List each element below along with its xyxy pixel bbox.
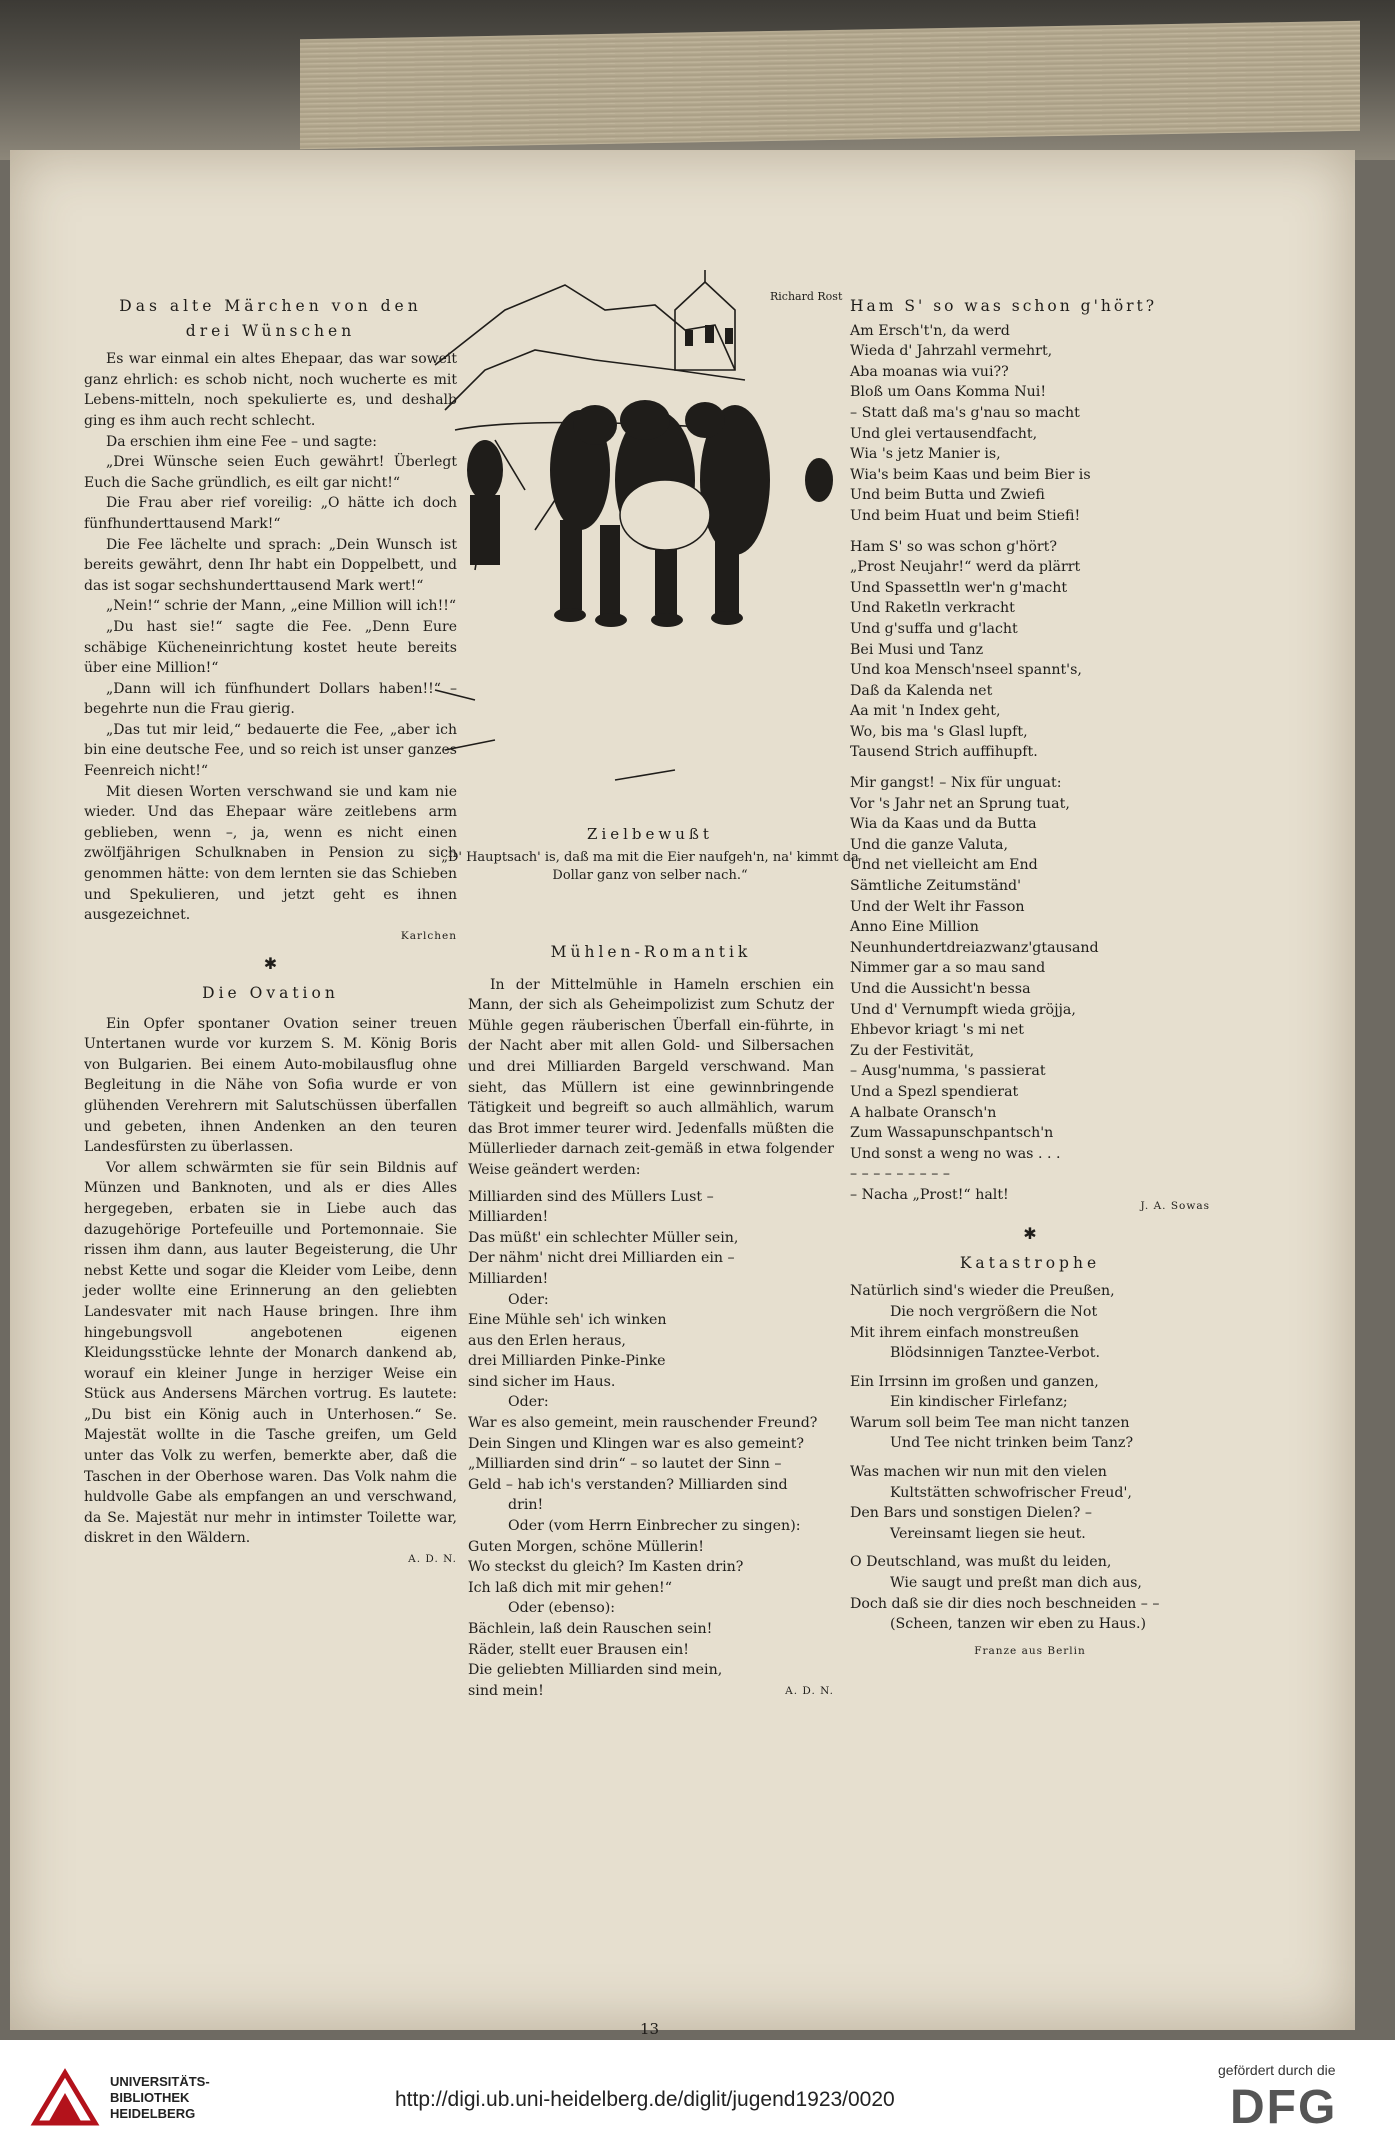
paragraph: Die Frau aber rief voreilig: „O hätte ich doch fünfhunderttausend Mark!“ xyxy=(84,495,457,532)
stanza xyxy=(850,773,1210,1205)
verse-line: Die noch vergrößern die Not xyxy=(890,1303,1098,1320)
left-column xyxy=(84,296,457,1570)
verse-line: Vor 's Jahr net an Sprung tuat, xyxy=(850,795,1070,812)
verse-line: Ehbevor kriagt 's mi net xyxy=(850,1022,1024,1039)
verse-line: Wo, bis ma 's Glasl lupft, xyxy=(850,723,1028,740)
verse-line: „Milliarden sind drin“ – so lautet der Sinn – xyxy=(468,1456,782,1473)
verse-line: Und d' Vernumpft wieda gröjja, xyxy=(850,1001,1076,1018)
verse-line: Wo steckst du gleich? Im Kasten drin? xyxy=(468,1559,744,1576)
verse-line: Geld – hab ich's verstanden? Milliarden sind xyxy=(468,1476,788,1493)
verse-line: Ham S' so was schon g'hört? xyxy=(850,538,1057,555)
verse-line: Wia da Kaas und da Butta xyxy=(850,816,1037,833)
verse-line: – Statt daß ma's g'nau so macht xyxy=(850,404,1080,421)
verse-line: Neunhundertdreiazwanz'gtausand xyxy=(850,939,1099,956)
poem-title: Ham S' so was schon g'hört? xyxy=(850,297,1158,315)
verse-line: Und der Welt ihr Fasson xyxy=(850,898,1025,915)
verse-line: – Nacha „Prost!“ halt! xyxy=(850,1186,1009,1203)
verse-line: Und sonst a weng no was . . . xyxy=(850,1145,1061,1162)
verse-line: Und Tee nicht trinken beim Tanz? xyxy=(890,1435,1134,1452)
artist-signature: Richard Rost xyxy=(770,290,843,303)
verse-line: Ich laß dich mit mir gehen!“ xyxy=(468,1579,672,1596)
verse-line: Vereinsamt liegen sie heut. xyxy=(890,1525,1086,1542)
verse-line: Oder: xyxy=(508,1291,549,1308)
verse-line: Eine Mühle seh' ich winken xyxy=(468,1312,667,1329)
verse-line: Und a Spezl spendierat xyxy=(850,1083,1019,1100)
verse-line: Wieda d' Jahrzahl vermehrt, xyxy=(850,343,1053,360)
university-seal-icon xyxy=(30,2068,100,2128)
verse-line: – – – – – – – – – xyxy=(850,1166,950,1183)
paragraph: „Drei Wünsche seien Euch gewährt! Überlegt Euch die Sache gründlich, es eilt gar nicht!“ xyxy=(84,454,457,491)
verse-line: Räder, stellt euer Brausen ein! xyxy=(468,1641,689,1658)
verse-line: Ein Irrsinn im großen und ganzen, xyxy=(850,1373,1099,1390)
story-paragraphs xyxy=(84,349,457,926)
verse-line xyxy=(850,1454,1210,1462)
stanza xyxy=(850,537,1210,764)
verse-line: Milliarden sind des Müllers Lust – xyxy=(468,1188,714,1205)
verse-line: Den Bars und sonstigen Dielen? – xyxy=(850,1505,1092,1522)
verse-line: A halbate Oransch'n xyxy=(850,1104,997,1121)
verse-line: Wie saugt und preßt man dich aus, xyxy=(890,1575,1142,1592)
verse-line: Das müßt' ein schlechter Müller sein, xyxy=(468,1229,739,1246)
verse-line: Zu der Festivität, xyxy=(850,1042,975,1059)
uni-line3: HEIDELBERG xyxy=(110,2106,196,2121)
verse-line: Natürlich sind's wieder die Preußen, xyxy=(850,1283,1115,1300)
paragraph: Ein Opfer spontaner Ovation seiner treuen Untertanen wurde vor kurzem S. M. König Boris von Bulgarien. Bei einem Auto-mobilausflug ohne Begleitung in die Nähe von Sofia wurde er von glühenden Verehrern mit Salutschüssen überfallen und gebeten, ihnen Andenken an den teuren Landesfürsten zu überlassen. xyxy=(84,1015,457,1156)
verse-line: Mir gangst! – Nix für unguat: xyxy=(850,775,1062,792)
verse-line: Warum soll beim Tee man nicht tanzen xyxy=(850,1414,1130,1431)
verse-line: Oder (vom Herrn Einbrecher zu singen): xyxy=(508,1518,801,1535)
verse-line: Daß da Kalenda net xyxy=(850,682,993,699)
paragraph: „Du hast sie!“ sagte die Fee. „Denn Eure schäbige Kücheneinrichtung kostet heute bereits über eine Million!“ xyxy=(84,618,457,677)
story-title-line2: drei Wünschen xyxy=(185,321,356,340)
ovation-paragraphs xyxy=(84,1014,457,1549)
ovation-title: Die Ovation xyxy=(202,984,339,1002)
signature-karlchen: Karlchen xyxy=(400,929,457,942)
right-column xyxy=(850,296,1210,1661)
verse-line: drin! xyxy=(508,1497,544,1514)
page-number: 13 xyxy=(640,2020,660,2038)
verse-line xyxy=(850,1544,1210,1552)
verse-line: Blödsinnigen Tanztee-Verbot. xyxy=(890,1345,1100,1362)
uni-line2: BIBLIOTHEK xyxy=(110,2090,190,2105)
verse-line: Die geliebten Milliarden sind mein, xyxy=(468,1662,723,1679)
verse-line: aus den Erlen heraus, xyxy=(468,1332,626,1349)
verse-line xyxy=(850,1364,1210,1372)
story-title-line1: Das alte Märchen von den xyxy=(119,297,422,315)
caption-text: „D' Hauptsach' is, daß ma mit die Eier naufgeh'n, na' kimmt da Dollar ganz von selber nach.“ xyxy=(441,850,859,883)
verse-line: War es also gemeint, mein rauschender Freund? xyxy=(468,1415,818,1432)
verse-line: Und die Aussicht'n bessa xyxy=(850,981,1031,997)
verse-line: „Prost Neujahr!“ werd da plärrt xyxy=(850,559,1081,576)
illustration xyxy=(415,270,880,800)
paragraph: In der Mittelmühle in Hameln erschien ein Mann, der sich als Geheimpolizist zum Schutz der Mühle gegen räuberischen Überfall ein-führte, in der Nacht aber mit allen Gold- und Silbersachen und drei Milliarden Bargeld verschwand. Man sieht, das Müllern ist eine gewinnbringende Tätigkeit und begreift so auch allmählich, warum das Brot immer teurer wird. Jedenfalls müßten die Müllerlieder darnach zeit-gemäß in etwa folgender Weise geändert werden: xyxy=(468,976,834,1178)
verse-line: Am Ersch't'n, da werd xyxy=(850,322,1010,339)
verse-line: Sämtliche Zeitumständ' xyxy=(850,878,1022,895)
illustration-caption xyxy=(440,825,860,885)
verse-line: Wia 's jetz Manier is, xyxy=(850,446,1001,463)
paragraph: Da erschien ihm eine Fee – und sagte: xyxy=(106,433,377,450)
paragraph: Mit diesen Worten verschwand sie und kam nie wieder. Und das Ehepaar wäre zeitlebens arm geblieben, wenn –, ja, wenn es nicht einen zwölfjährigen Schulknaben in Pension zu sich genommen hätte: von dem lernten sie das Schieben und Spekulieren, und jetzt geht es ihnen ausgezeichnet. xyxy=(84,783,457,924)
paragraph: „Dann will ich fünfhundert Dollars haben!!“ – begehrte nun die Frau gierig. xyxy=(84,680,457,718)
verse-line: Bächlein, laß dein Rauschen sein! xyxy=(468,1621,713,1637)
muehlen-verses xyxy=(468,1187,834,1702)
verse-line: Und Spassettln wer'n g'macht xyxy=(850,579,1068,596)
verse-line: Anno Eine Million xyxy=(850,919,979,936)
university-logo-block[interactable] xyxy=(30,2068,280,2128)
verse-line: Doch daß sie dir dies noch beschneiden – – xyxy=(850,1595,1160,1612)
verse-line: Und net vielleicht am End xyxy=(850,857,1038,874)
verse-line: Und glei vertausendfacht, xyxy=(850,425,1038,442)
paragraph: Die Fee lächelte und sprach: „Dein Wunsch ist bereits gewährt, denn Ihr habt ein Doppelbett, und das ist sogar sechshunderttausend Mark wert!“ xyxy=(84,536,457,594)
signature-adn-center: A. D. N. xyxy=(785,1685,834,1698)
muehlen-title: Mühlen-Romantik xyxy=(550,943,752,961)
verse-line: Aa mit 'n Index geht, xyxy=(850,703,1001,720)
verse-line: Bloß um Oans Komma Nui! xyxy=(850,384,1047,401)
verse-line: sind sicher im Haus. xyxy=(468,1373,616,1390)
paragraph: Es war einmal ein altes Ehepaar, das war soweit ganz ehrlich: es schob nicht, noch wucherte es mit Lebens-mitteln, noch spekulierte es, und deshalb ging es ihm auch recht schlecht. xyxy=(84,351,457,429)
dfg-logo[interactable]: DFG xyxy=(1230,2081,1338,2134)
muehlen-paragraphs xyxy=(468,975,834,1181)
verse-line: (Scheen, tanzen wir eben zu Haus.) xyxy=(890,1616,1147,1633)
verse-line: Nimmer gar a so mau sand xyxy=(850,960,1046,977)
verse-line: Zum Wassapunschpantsch'n xyxy=(850,1125,1054,1142)
caption-title: Zielbewußt xyxy=(587,825,713,843)
verse-line: Und koa Mensch'nseel spannt's, xyxy=(850,662,1082,679)
verse-line: Wia's beim Kaas und beim Bier is xyxy=(850,466,1091,483)
verse-line: Milliarden! xyxy=(468,1270,549,1287)
verse-line: Tausend Strich auffihupft. xyxy=(850,744,1038,761)
verse-line: Und beim Butta und Zwiefi xyxy=(850,487,1045,504)
poem-stanzas xyxy=(850,321,1210,1206)
verse-line: Ein kindischer Firlefanz; xyxy=(890,1394,1068,1411)
funded-by-text: gefördert durch die xyxy=(1218,2062,1336,2078)
center-column xyxy=(468,942,834,1702)
verse-line: O Deutschland, was mußt du leiden, xyxy=(850,1554,1112,1571)
separator-star-right: ✱ xyxy=(1023,1224,1037,1244)
signature-sowas: J. A. Sowas xyxy=(1140,1199,1210,1212)
verse-line: Milliarden! xyxy=(468,1209,549,1226)
verse-line: Bei Musi und Tanz xyxy=(850,641,984,658)
verse-line: drei Milliarden Pinke-Pinke xyxy=(468,1353,666,1370)
katastrophe-verses xyxy=(850,1281,1210,1635)
verse-line: Dein Singen und Klingen war es also gemeint? xyxy=(468,1435,804,1452)
page-edges xyxy=(300,21,1360,150)
verse-line: Und die ganze Valuta, xyxy=(850,836,1009,853)
uni-line1: UNIVERSITÄTS- xyxy=(110,2074,210,2089)
verse-line: Mit ihrem einfach monstreußen xyxy=(850,1324,1079,1341)
katastrophe-title: Katastrophe xyxy=(959,1253,1101,1272)
verse-line: Kultstätten schwofrischer Freud', xyxy=(890,1484,1132,1501)
verse-line: Und beim Huat und beim Stiefi! xyxy=(850,507,1081,524)
verse-line: Aba moanas wia vui?? xyxy=(850,363,1009,380)
verse-line: Oder (ebenso): xyxy=(508,1600,616,1617)
verse-line: – Ausg'numma, 's passierat xyxy=(850,1063,1046,1080)
separator-star: ✱ xyxy=(263,954,278,974)
verse-line: Guten Morgen, schöne Müllerin! xyxy=(468,1538,704,1555)
drawing-men-bending xyxy=(415,270,880,800)
verse-line: sind mein! xyxy=(468,1682,544,1699)
signature-franze: Franze aus Berlin xyxy=(974,1644,1086,1657)
verse-line: Und Raketln verkracht xyxy=(850,600,1015,617)
signature-adn-left: A. D. N. xyxy=(408,1553,457,1566)
source-url-link[interactable]: http://digi.ub.uni-heidelberg.de/diglit/jugend1923/0020 xyxy=(395,2088,895,2111)
paragraph: Vor allem schwärmten sie für sein Bildnis auf Münzen und Banknoten, und als er dies Alles hergegeben, erbaten sie in Liebe auch das dazugehörige Portefeuille und Portemonnaie. Sie rissen ihm dann, aus lauter Begeisterung, die Uhr nebst Kette und sogar die Kleider vom Leibe, denn jeder wollte eine Erinnerung an den geliebten Landesvater mit nach Hause bringen. Ihre ihm hingebungsvoll angebotenen eigenen Kleidungsstücke lehnte der Monarch dankend ab, worauf ein kleiner Junge in herziger Weise ein Stück aus Andersens Märchen vortrug. Es lautete: „Du bist ein König auch in Unterhosen.“ Se. Majestät wollte in die Tasche greifen, um Geld unter das Volk zu werfen, bemerkte aber, daß die Taschen in der Oberhose waren. Das Volk nahm die huldvolle Gabe als empfangen an und verschwand, da Se. Majestät nur mehr in intimster Toilette war, diskret in den Wäldern. xyxy=(84,1159,457,1547)
stanza xyxy=(850,321,1210,527)
paragraph: „Nein!“ schrie der Mann, „eine Million will ich!!“ xyxy=(106,598,456,615)
verse-line: Oder: xyxy=(508,1394,549,1411)
university-name xyxy=(110,2074,210,2122)
verse-line: Und g'suffa und g'lacht xyxy=(850,620,1018,637)
verse-line: Was machen wir nun mit den vielen xyxy=(850,1464,1107,1481)
verse-line: Der nähm' nicht drei Milliarden ein – xyxy=(468,1250,735,1267)
paragraph: „Das tut mir leid,“ bedauerte die Fee, „aber ich bin eine deutsche Fee, und so reich ist unser ganzes Feenreich nicht!“ xyxy=(84,721,457,780)
